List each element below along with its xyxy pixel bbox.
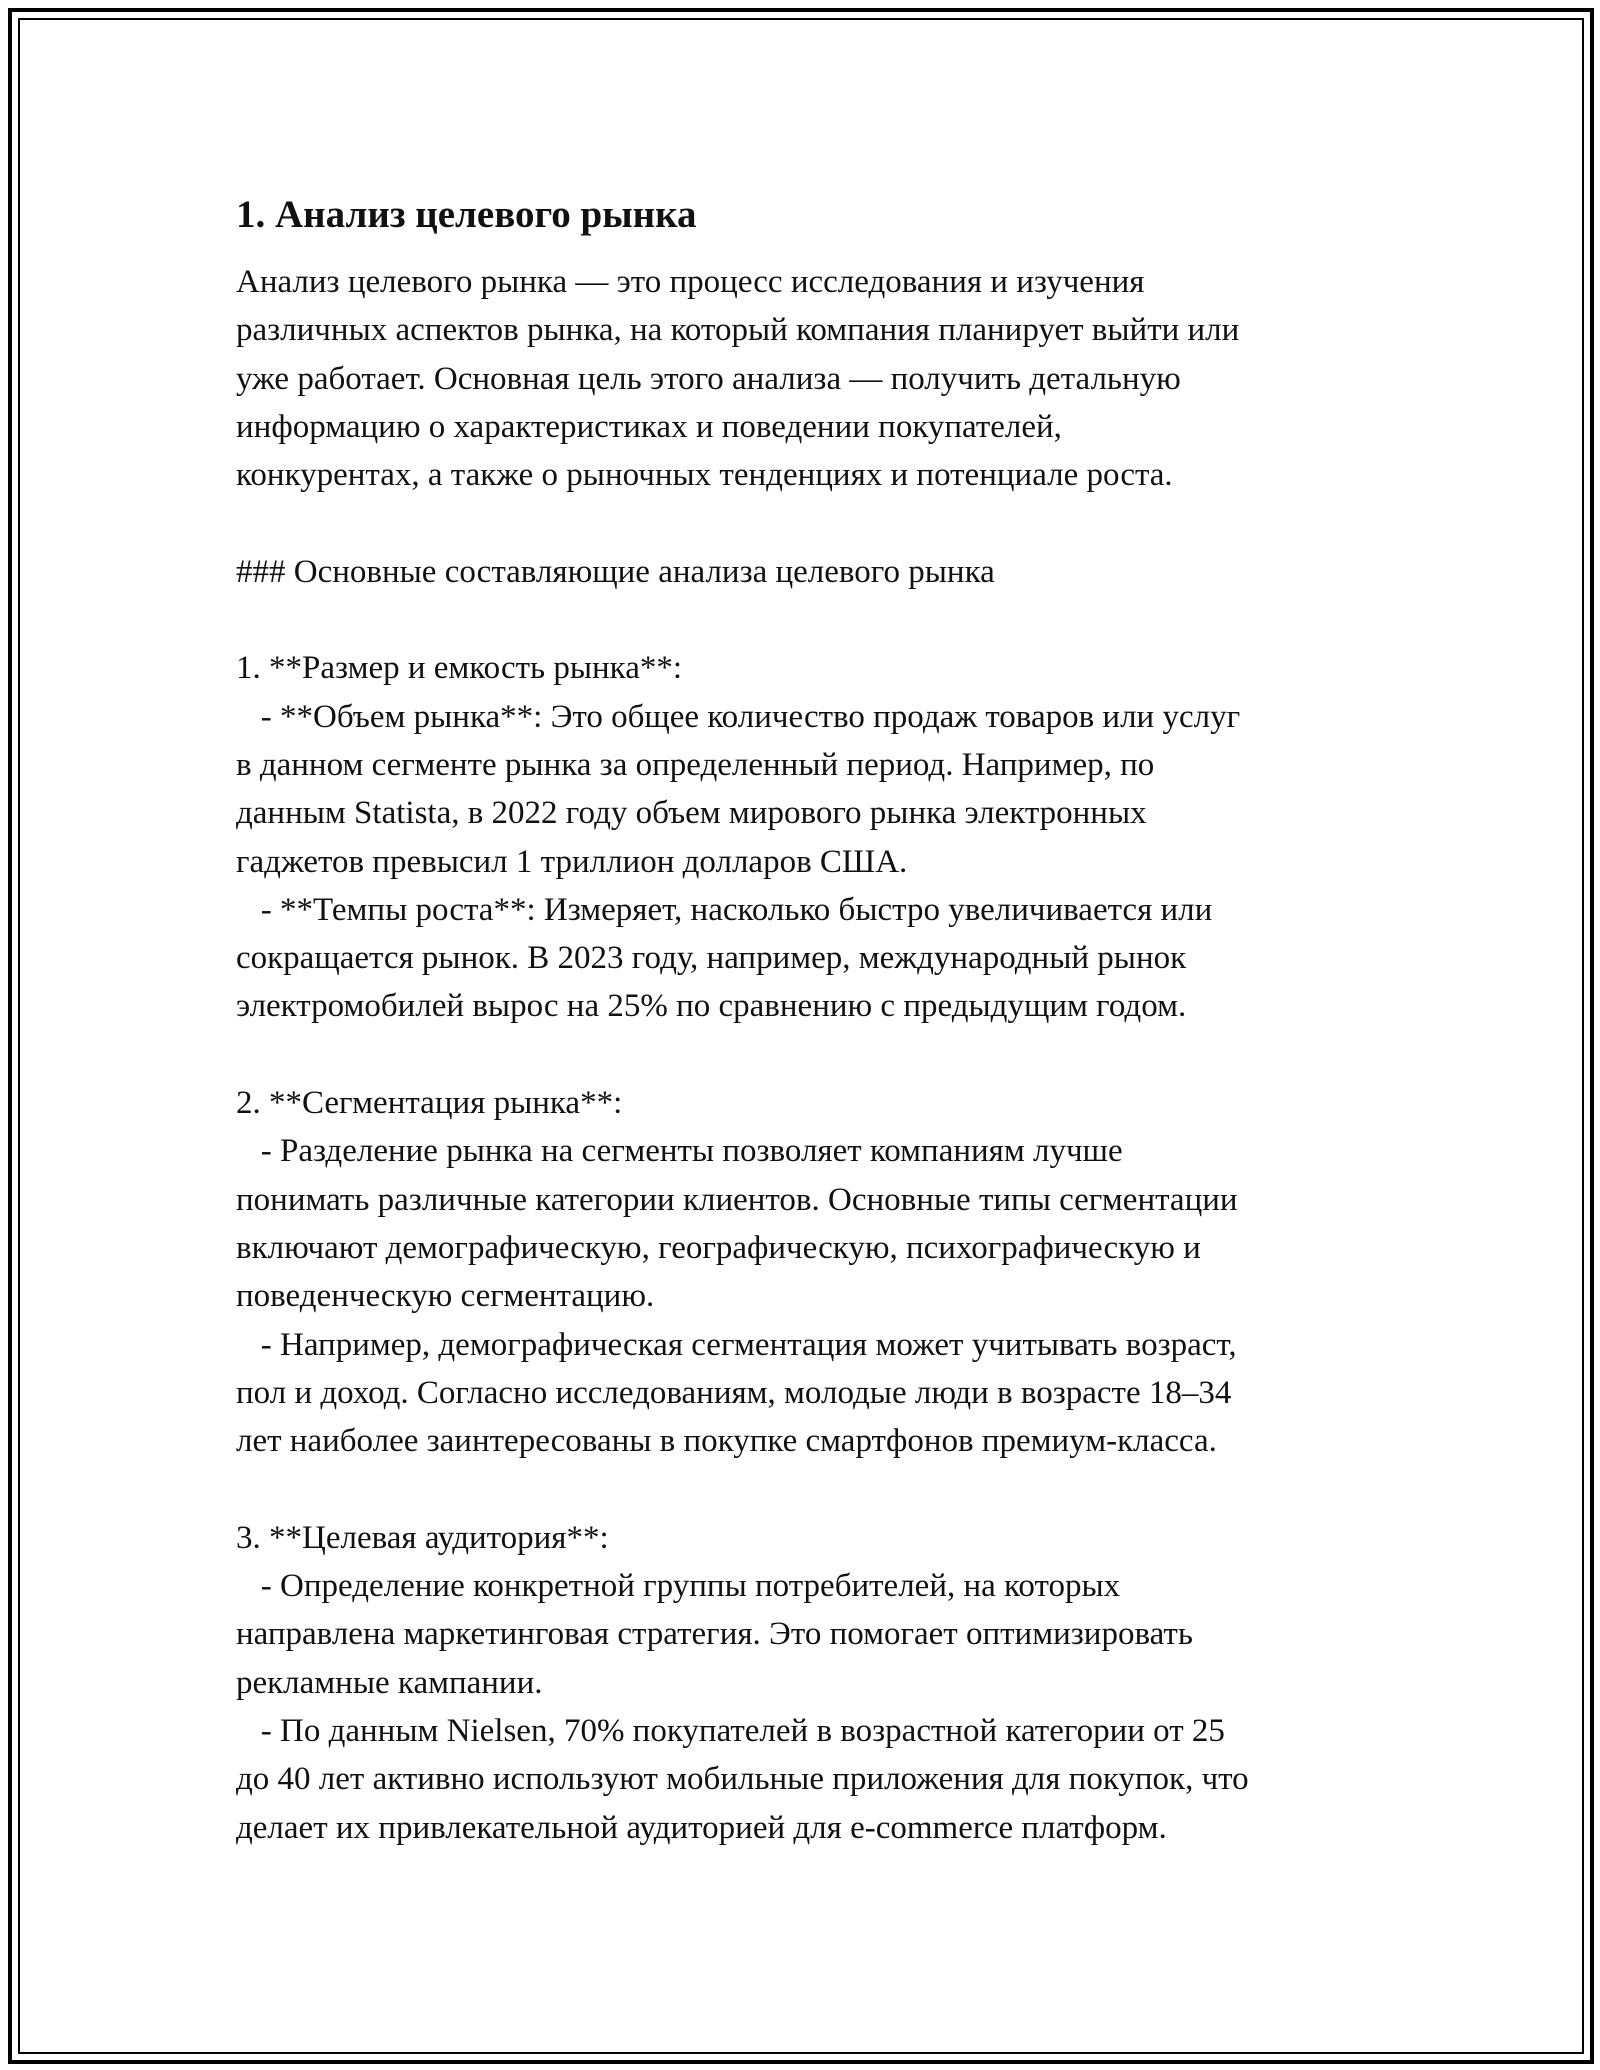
spacer <box>236 1465 1386 1513</box>
text-line: - **Объем рынка**: Это общее количество продаж товаров или услуг <box>236 698 1241 735</box>
spacer <box>236 1031 1386 1079</box>
text-line: рекламные кампании. <box>236 1664 543 1701</box>
document-content <box>236 180 1386 1852</box>
section-market-size <box>236 644 1386 1030</box>
text-line: информацию о характеристиках и поведении покупателей, <box>236 408 1062 445</box>
text-line: данным Statista, в 2022 году объем мирового рынка электронных <box>236 795 1147 832</box>
text-line: поведенческую сегментацию. <box>236 1278 655 1315</box>
text-line: конкурентах, а также о рыночных тенденциях и потенциале роста. <box>236 457 1173 494</box>
text-line: до 40 лет активно используют мобильные приложения для покупок, что <box>236 1761 1249 1798</box>
document-title: 1. Анализ целевого рынка <box>236 193 697 236</box>
text-line: различных аспектов рынка, на который компания планирует выйти или <box>236 312 1240 349</box>
text-line: направлена маркетинговая стратегия. Это помогает оптимизировать <box>236 1616 1193 1653</box>
spacer <box>236 596 1386 644</box>
text-line: Анализ целевого рынка — это процесс исследования и изучения <box>236 264 1145 300</box>
text-line: понимать различные категории клиентов. Основные типы сегментации <box>236 1181 1238 1218</box>
text-line: 3. **Целевая аудитория**: <box>236 1519 609 1556</box>
text-line: - Разделение рынка на сегменты позволяет компаниям лучше <box>236 1133 1123 1170</box>
text-line: лет наиболее заинтересованы в покупке смартфонов премиум-класса. <box>236 1423 1217 1460</box>
intro-paragraph <box>236 258 1386 499</box>
text-line: - Определение конкретной группы потребителей, на которых <box>236 1568 1121 1605</box>
text-line: в данном сегменте рынка за определенный период. Например, по <box>236 746 1155 783</box>
text-line: 1. **Размер и емкость рынка**: <box>236 650 683 687</box>
text-line: уже работает. Основная цель этого анализа — получить детальную <box>236 360 1181 397</box>
document-body <box>236 258 1386 1852</box>
text-line: делает их привлекательной аудиторией для e-commerce платформ. <box>236 1809 1167 1846</box>
text-line: - Например, демографическая сегментация может учитывать возраст, <box>236 1326 1237 1363</box>
spacer <box>236 499 1386 547</box>
text-line: - **Темпы роста**: Измеряет, насколько быстро увеличивается или <box>236 891 1213 928</box>
section-target-audience <box>236 1514 1386 1852</box>
subheading: ### Основные составляющие анализа целевого рынка <box>236 553 995 590</box>
section-segmentation <box>236 1079 1386 1465</box>
text-line: сокращается рынок. В 2023 году, например, международный рынок <box>236 940 1187 977</box>
text-line: гаджетов превысил 1 триллион долларов США. <box>236 843 908 880</box>
text-line: - По данным Nielsen, 70% покупателей в возрастной категории от 25 <box>236 1712 1225 1749</box>
text-line: 2. **Сегментация рынка**: <box>236 1085 623 1122</box>
text-line: электромобилей вырос на 25% по сравнению с предыдущим годом. <box>236 988 1187 1025</box>
text-line: включают демографическую, географическую, психографическую и <box>236 1229 1201 1266</box>
text-line: пол и доход. Согласно исследованиям, молодые люди в возрасте 18–34 <box>236 1374 1232 1411</box>
